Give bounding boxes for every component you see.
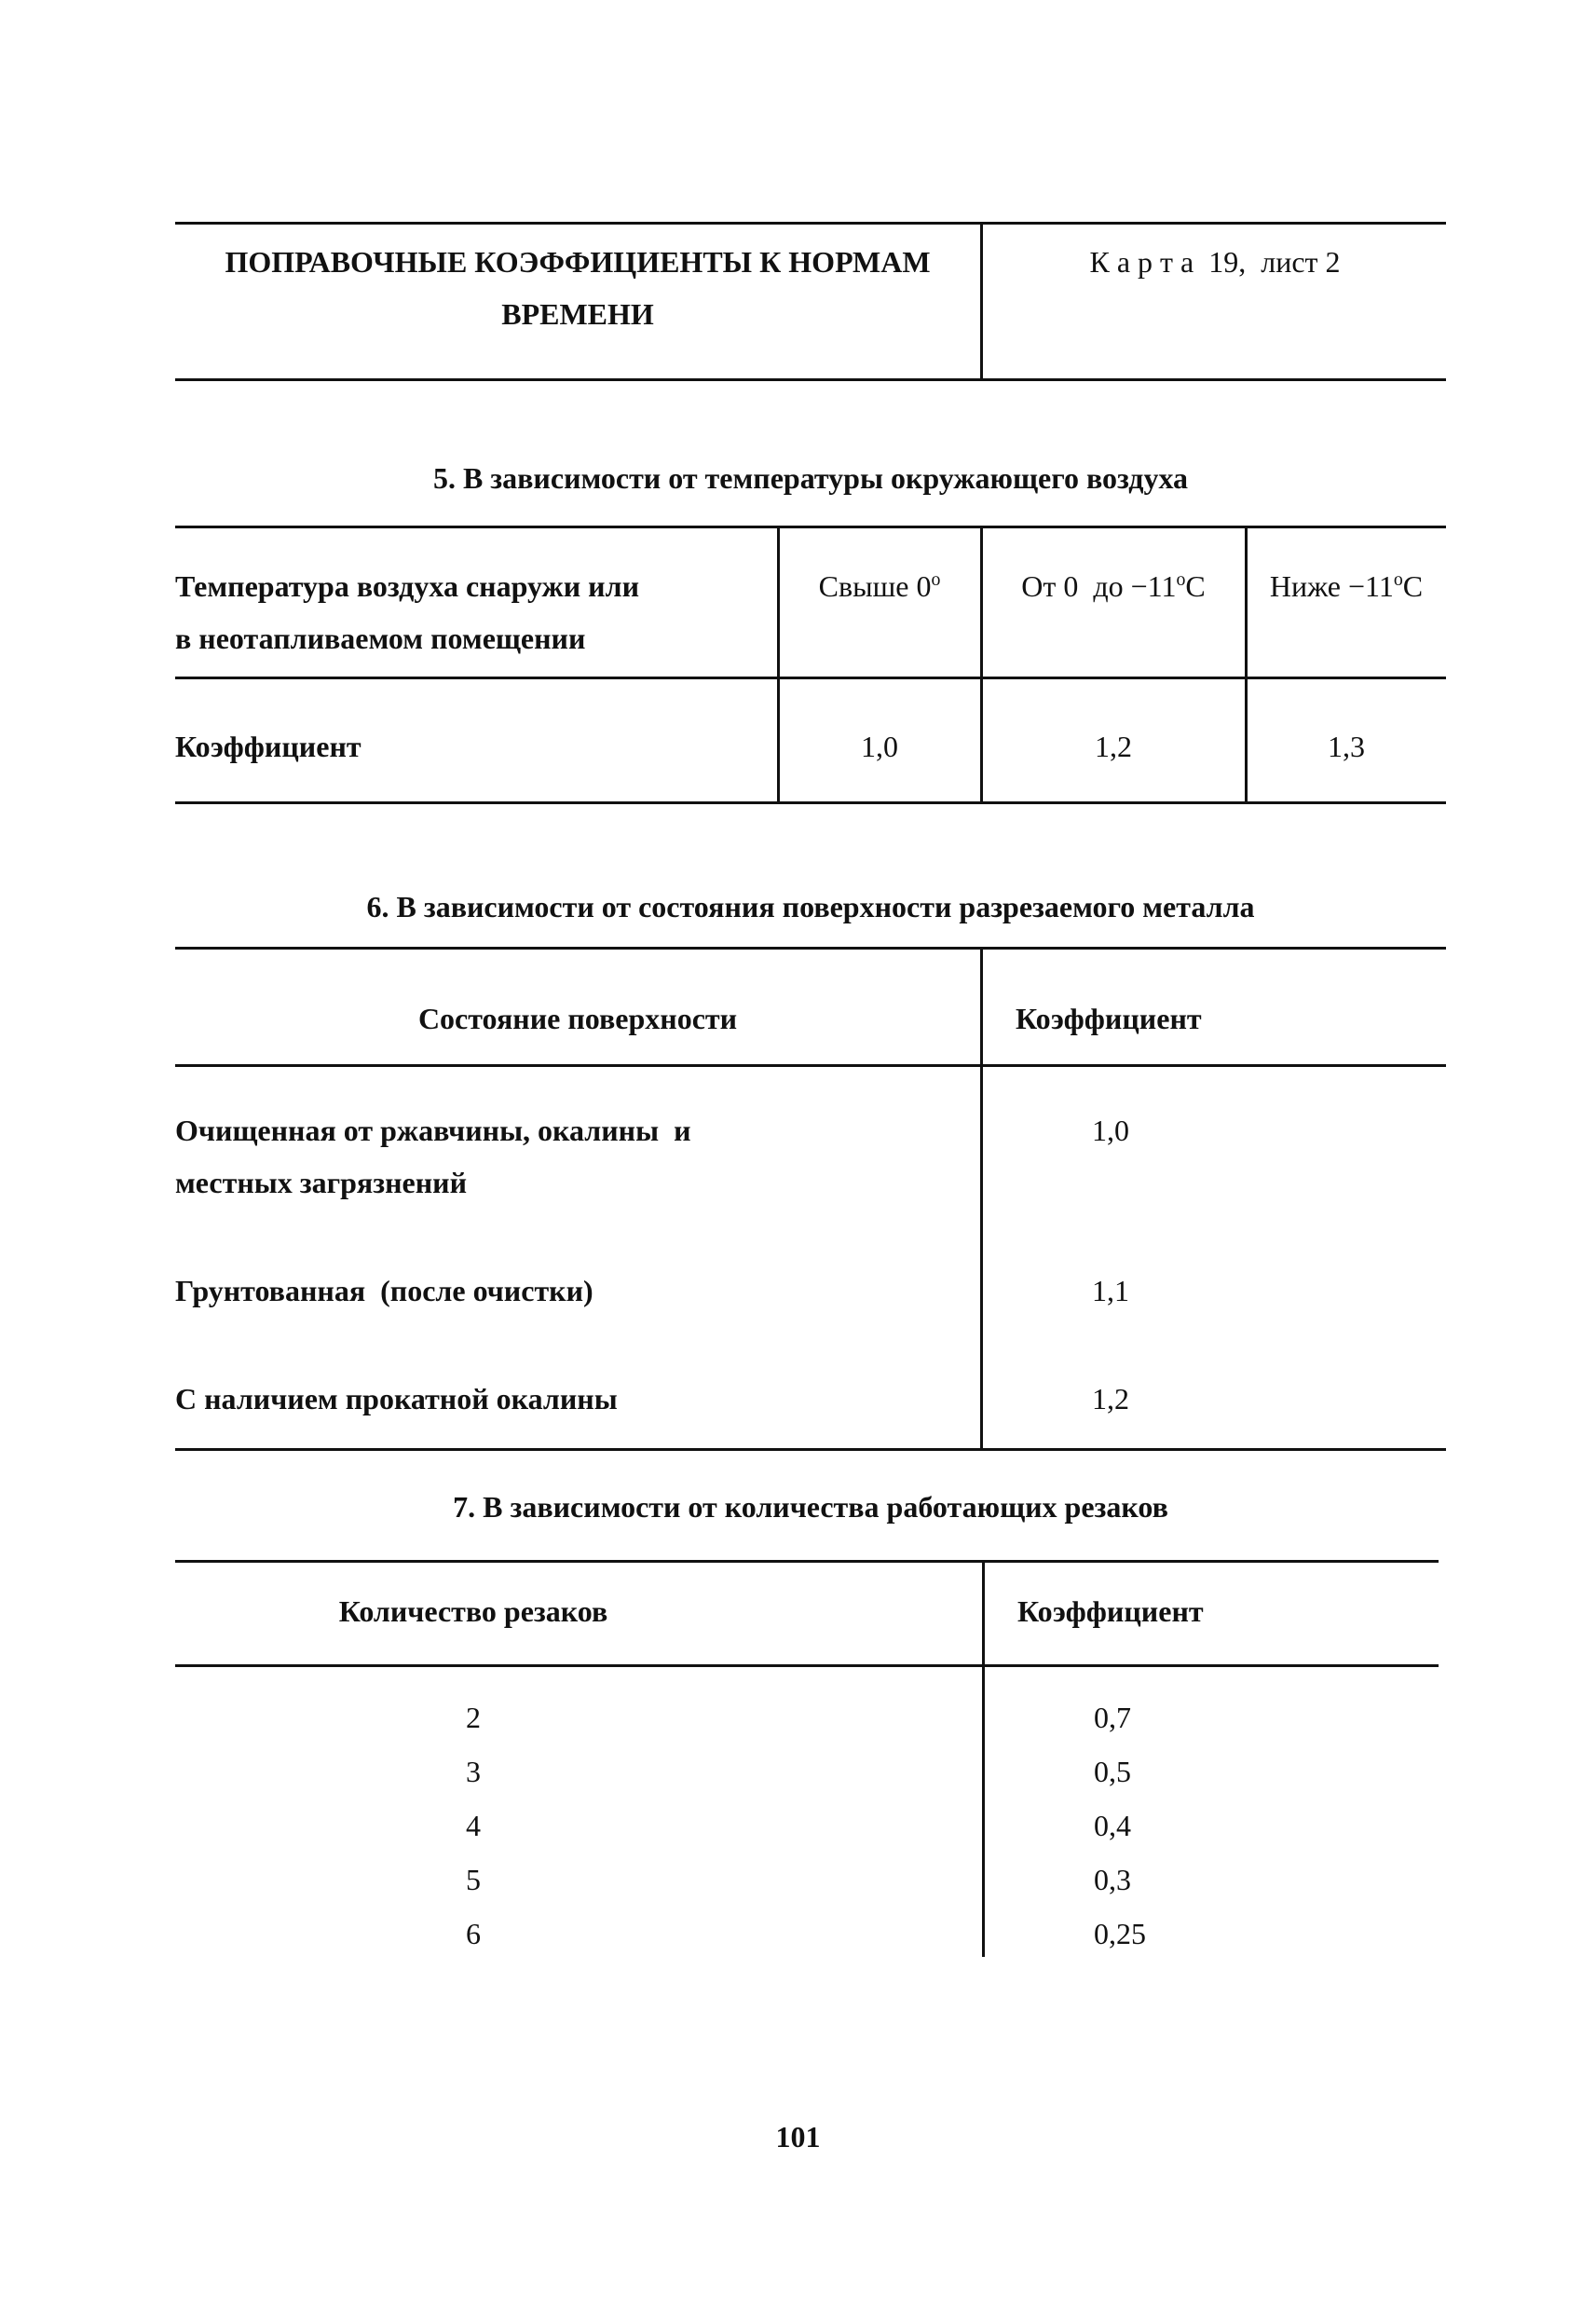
section7-row3-count: 4: [466, 1809, 481, 1842]
section6-col-divider: [980, 949, 983, 1450]
section7-top-rule: [175, 1560, 1439, 1563]
section7-row5-count: 6: [466, 1917, 481, 1950]
card-reference: К а р т а 19, лист 2: [1089, 245, 1341, 279]
section7-row3-value: 0,4: [1094, 1809, 1131, 1842]
section5-col-zero-to-minus11-text: От 0 до −11: [1021, 569, 1177, 603]
section5-row-label-line2: в неотапливаемом помещении: [175, 622, 586, 655]
section5-row-label-line1: Температура воздуха снаружи или: [175, 569, 639, 603]
header-title-line2: ВРЕМЕНИ: [501, 297, 654, 331]
degree-mark: о: [1176, 569, 1186, 591]
section7-row4-value: 0,3: [1094, 1863, 1131, 1896]
section6-header-rule: [175, 1064, 1446, 1067]
section7-row1-value: 0,7: [1094, 1701, 1131, 1734]
section6-row1-line2: местных загрязнений: [175, 1166, 468, 1199]
section6-row3-value: 1,2: [1092, 1382, 1129, 1415]
header-bottom-rule: [175, 378, 1446, 381]
section5-coef-label: Коэффициент: [175, 730, 361, 763]
section5-mid-rule: [175, 677, 1446, 679]
section7-row4-count: 5: [466, 1863, 481, 1896]
section7-row2-count: 3: [466, 1755, 481, 1788]
section6-top-rule: [175, 947, 1446, 950]
page-number: 101: [775, 2120, 821, 2154]
header-divider: [980, 224, 983, 380]
section5-col-below-minus11-text: Ниже −11: [1269, 569, 1394, 603]
section6-row2-label: Грунтованная (после очистки): [175, 1274, 593, 1307]
section7-col-divider: [982, 1562, 985, 1957]
section6-bottom-rule: [175, 1448, 1446, 1451]
section5-bottom-rule: [175, 801, 1446, 804]
section5-top-rule: [175, 526, 1446, 528]
section6-row3-label: С наличием прокатной окалины: [175, 1382, 618, 1415]
section6-row1-line1: Очищенная от ржавчины, окалины и: [175, 1114, 691, 1147]
section6-title: 6. В зависимости от состояния поверхности разрезаемого металла: [366, 890, 1255, 923]
section5-col-zero-to-minus11: [982, 559, 1245, 613]
celsius-mark: С: [1185, 569, 1206, 603]
section7-row5-value: 0,25: [1094, 1917, 1146, 1950]
degree-mark: о: [931, 569, 941, 591]
section5-col-above-zero-text: Свыше 0: [818, 569, 932, 603]
section5-value-below-minus11: 1,3: [1328, 730, 1365, 763]
section7-row2-value: 0,5: [1094, 1755, 1131, 1788]
section5-value-above-zero: 1,0: [861, 730, 898, 763]
section6-row1-value: 1,0: [1092, 1114, 1129, 1147]
degree-mark: о: [1393, 569, 1403, 591]
section6-col-coef: Коэффициент: [1016, 1002, 1202, 1035]
section5-value-zero-to-minus11: 1,2: [1095, 730, 1132, 763]
header-title-line1: ПОПРАВОЧНЫЕ КОЭФФИЦИЕНТЫ К НОРМАМ: [225, 245, 931, 279]
celsius-mark: С: [1402, 569, 1424, 603]
section7-title: 7. В зависимости от количества работающих резаков: [453, 1490, 1168, 1524]
section5-col-above-zero: [779, 559, 980, 613]
section7-col-coef: Коэффициент: [1017, 1594, 1204, 1628]
section6-col-state: Состояние поверхности: [417, 1002, 738, 1035]
section7-row1-count: 2: [466, 1701, 481, 1734]
header-top-rule: [175, 222, 1446, 225]
section7-header-rule: [175, 1664, 1439, 1667]
section5-col-below-minus11: [1247, 559, 1446, 613]
section7-col-count: Количество резаков: [338, 1594, 608, 1628]
section5-title: 5. В зависимости от температуры окружающего воздуха: [432, 461, 1189, 495]
section6-row2-value: 1,1: [1092, 1274, 1129, 1307]
